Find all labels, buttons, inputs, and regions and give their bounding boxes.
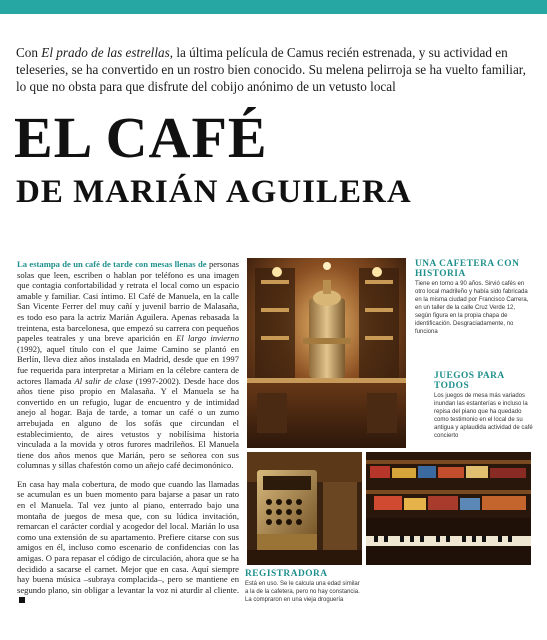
caption-registradora-text: Está en uso. Se le calcula una edad similar a la de la cafetera, pero no hay constancia. La compraron en una vieja droguería [245, 581, 360, 603]
caption-juegos-text: Los juegos de mesa más variados inundan las estanterías e incluso la repisa del piano que ha quedado como testimonio en el local de su antigua y aplaudida actividad de café concierto [434, 393, 533, 439]
intro-rest: , la última película de Camus recién estrenada, y su actividad en teleseries, se ha convertido en un rostro bien conocido. Su melena pelirroja se ha vuelto familiar, lo que no obsta para que disfrute del cobijo anónimo de un vetusto local [16, 45, 526, 94]
body-p2: En casa hay mala cobertura, de modo que cuando las llamadas se acumulan es un buen momento para bajarse a pasar un rato en el Manuela. Tal vez junto al piano, enterrado bajo una montaña de juegos de mesa que, con su lúdica invitación, remarcan el carácter cordial y acogedor del local. Marián lo usa como una extensión de su apartamento. Prefiere citarse con sus amigos en él, incluso como escenario de confidencias con las amigas. O para repasar el código de circulación, ahora que se ha decidido a sacarse el carnet. Mejor que en casa. Aquí siempre hay buena música –subraya complacida–, pero se mantiene en segundo plano, sin obligar a levantar la voz ni aturdir al cliente. [17, 478, 239, 595]
cash-register-photo [247, 452, 362, 565]
body-lead: La estampa de un café de tarde con mesas llenas de [17, 259, 207, 269]
caption-cafetera-title: UNA CAFETERA CON HISTORIA [415, 259, 520, 279]
caption-registradora-title: REGISTRADORA [245, 569, 328, 579]
intro-film-title: El prado de las estrellas [41, 45, 170, 60]
page-title-line-1: EL CAFÉ [14, 105, 268, 170]
intro-prefix: Con [16, 45, 42, 60]
page-title-line-2: DE MARIÁN AGUILERA [16, 174, 412, 210]
body-p1c: (1997-2002). Desde hace dos años tiene piso propio en Malasaña. Y el Manuela se ha convertido en un refugio, lugar de encuentro y de intimidad anejo al hogar. Baja de tarde, a tomar un café o un zumo arrebujada en alguno de los sofás que circundan el establecimiento, de aires vetustos y nobilísima historia vinculada a la movida y otros furores madrileños. El Manuela tiene dos años menos que Marián, pero se señorea con sus columnas y sillas chafestón como un añejo café decimonónico. [17, 375, 239, 471]
body-p1b: (1992), aquel título con el que Jaime Camino se plantó en Berlín, lleva diez años instalada en Madrid, desde que en 1997 fue requerida para interpretar a Miriam en la célebre cantera de actores llamada [17, 343, 239, 386]
end-of-article-mark [19, 597, 25, 603]
body-film-1: El largo invierno [176, 333, 239, 344]
article-body [17, 259, 239, 606]
intro-paragraph [16, 44, 532, 95]
caption-cafetera-text: Tiene en torno a 90 años. Sirvió cafés en otro local madrileño y había sido fabricada en la misma ciudad por Francisco Carrera, en un taller de la calle Cruz Verde 12, según figura en la propia chapa de identificación. Desgraciadamente, no funciona [415, 281, 529, 335]
body-film-2: Al salir de clase [74, 375, 133, 386]
board-games-photo [366, 452, 531, 565]
body-paragraph-2 [17, 479, 239, 606]
caption-juegos-title: JUEGOS PARA TODOS [434, 371, 505, 391]
top-accent-bar [0, 0, 547, 14]
body-p1a: personas solas que leen, escriben o hablan por teléfono es una imagen que contagia confortabilidad y retrata el local como un espacio amable y familiar. Casi íntimo. El Café de Manuela, en la calle San Vicente Ferrer del muy cañí y juvenil barrio de Malasaña, es todo eso para la actriz Marián Aguilera. Apenas rebasada la treintena, esta barcelonesa, que empezó su carrera con pequeños papeles teatrales y una breve aparición en [17, 259, 240, 344]
body-paragraph-1 [17, 259, 239, 471]
cafe-interior-photo [247, 258, 406, 448]
